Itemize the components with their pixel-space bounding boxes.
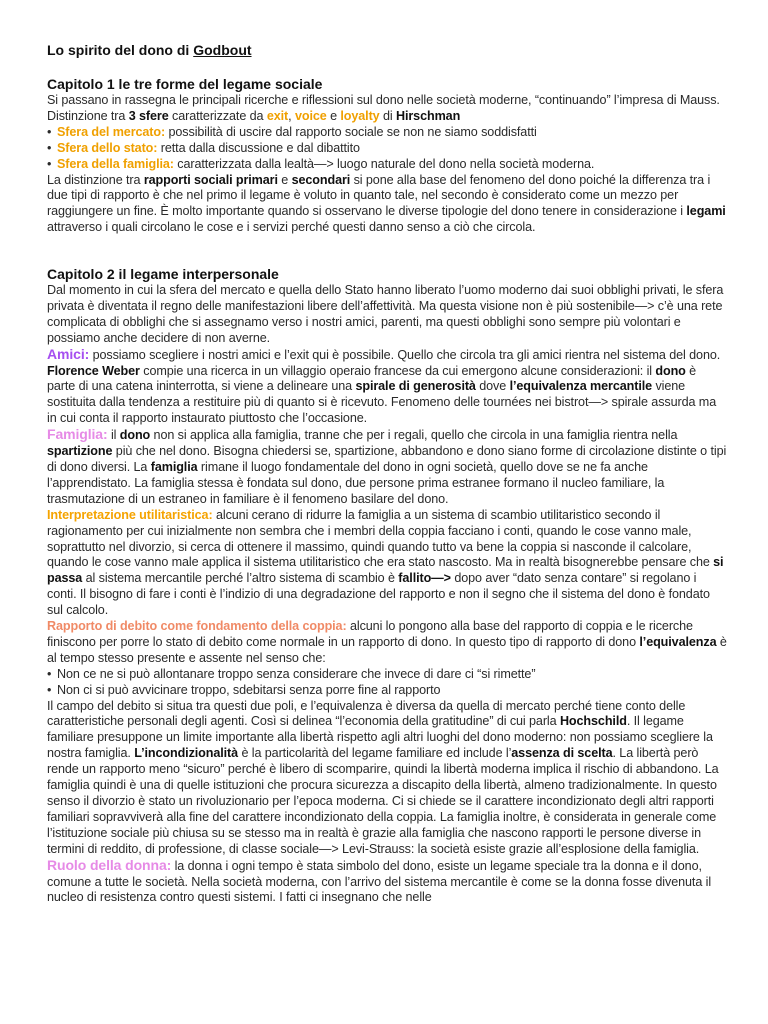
- amici-paragraph: Amici: possiamo scegliere i nostri amici e l’exit qui è possibile. Quello che circola tra gli amici rientra nel sistema del dono. Florence Weber compie una ricerca in un villaggio operaio francese da cui emergono alcune considerazioni: il dono è parte di una catena ininterrotta, si viene a delineare una spirale di generosità dove l’equivalenza mercantile viene sostituita dalla tendenza a restituire più di quanto si è ricevuto. Fenomeno delle tournées nei bistrot—> spirale assurda ma in cui conta il rapporto instaurato piuttosto che l’occasione.: [47, 345, 721, 426]
- list-item: • Sfera dello stato: retta dalla discussione e dal dibattito: [57, 141, 727, 157]
- chapter-1-heading: Capitolo 1 le tre forme del legame sociale: [47, 76, 323, 92]
- list-item: • Non ce ne si può allontanare troppo senza considerare che invece di dare ci “si rimette”: [57, 667, 727, 683]
- famiglia-paragraph: Famiglia: il dono non si applica alla famiglia, tranne che per i regali, quello che circola in una famiglia rientra nella spartizione più che nel dono. Bisogna chiedersi se, spartizione, abbandono e dono siano forme di circolazione distinte o tipi di dono diversi. La famiglia rimane il luogo fondamentale del dono in ogni società, quello dove se ne fa anche l’apprendistato. La famiglia stessa è fondata sul dono, due persone prima estranee formano il nucleo familiare, la trasmutazione di un estraneo in familiare è il fenomeno basilare del dono.: [47, 426, 727, 506]
- utilitaristica-paragraph: Interpretazione utilitaristica: alcuni cerano di ridurre la famiglia a un sistema di scambio utilitaristico secondo il ragionamento per cui inizialmente non sembra che i membri della coppia facciano i conti, quando le cose vanno male, soprattutto nel divorzio, si cerca di ottenere il massimo, quindi quando tutto va bene la coppia si nasconde il calcolare, quando le cose vanno male applica il sistema utilitaristico che era stato nascosto. Ma in realtà bisognerebbe pensare che si passa al sistema mercantile perché l’altro sistema di scambio è fallito—> dopo aver “dato senza contare” si regolano i conti. Il bisogno di fare i conti è l’indizio di una degradazione del rapporto e non il segno che il sistema del dono è fondato sul calcolo.: [47, 507, 724, 618]
- list-item: • Sfera della famiglia: caratterizzata dalla lealtà—> luogo naturale del dono nella società moderna.: [57, 157, 727, 173]
- chapter-2-body: [47, 283, 727, 906]
- chapter-1-intro: Si passano in rassegna le principali ricerche e riflessioni sul dono nelle società moderne, “continuando” l’impresa di Mauss. Distinzione tra 3 sfere caratterizzate da exit, voice e loyalty di Hirschman: [47, 93, 720, 123]
- chapter-1-body: [47, 93, 727, 236]
- list-item: • Non ci si può avvicinare troppo, sdebitarsi senza porre fine al rapporto: [57, 683, 727, 699]
- chapter-2-heading: Capitolo 2 il legame interpersonale: [47, 266, 279, 282]
- chapter-2-intro: Dal momento in cui la sfera del mercato e quella dello Stato hanno liberato l’uomo moderno dai suoi obblighi privati, le sfera privata è diventata il regno delle manifestazioni libere dell’affettività. Ma questa visione non è più sostenibile—> c’è una rete complicata di obblighi che si assegnamo verso i nostri amici, parenti, ma questi obblighi sono sempre più volontari e possiamo anche decidere di non averne.: [47, 283, 724, 345]
- chapter-1-paragraph-2: La distinzione tra rapporti sociali primari e secondari si pone alla base del fenomeno del dono poiché la differenza tra i due tipi di rapporto è che nel primo il legame è voluto in quanto tale, nel secondo è considerato come un mezzo per raggiungere un fine. È molto importante quando si osservano le diverse tipologie del dono tenere in considerazione i legami attraverso i quali circolano le cose e i servizi perché questi danno senso a ciò che circola.: [47, 172, 726, 235]
- sfere-list: [47, 125, 727, 173]
- donna-paragraph: Ruolo della donna: la donna i ogni tempo è stata simbolo del dono, esiste un legame speciale tra la donna e il dono, comune a tutte le società. Nella società moderna, con l’arrivo del sistema mercantile è come se la donna fosse divenuta il nucleo di resistenza contro questi sistemi. I fatti ci insegnano che nelle: [47, 856, 712, 905]
- list-item: • Sfera del mercato: possibilità di uscire dal rapporto sociale se non ne siamo soddisfatti: [57, 125, 727, 141]
- document-title: [47, 42, 252, 58]
- title-author: Godbout: [193, 42, 252, 58]
- title-text: Lo spirito del dono di: [47, 42, 194, 58]
- debito-paragraph: Rapporto di debito come fondamento della coppia: alcuni lo pongono alla base del rapporto di coppia e le ricerche finiscono per porre lo stato di debito come normale in un rapporto di dono. In questo tipo di rapporto di dono l’equivalenza è al tempo stesso presente e assente nel senso che:: [47, 619, 727, 665]
- campo-debito-paragraph: Il campo del debito si situa tra questi due poli, e l’equivalenza è diversa da quella di mercato perché tiene conto delle caratteristiche personali degli agenti. Così si delinea “l’economia della gratitudine” di cui parla Hochschild. Il legame familiare presuppone un limite importante alla libertà rispetto agli altri luoghi del dono moderno: non possiamo scegliere la nostra famiglia. L’incondizionalità è la particolarità del legame familiare ed include l’assenza di scelta. La libertà però rende un rapporto meno “sicuro” perché è libero di scomparire, quindi la libertà moderna implica il rischio di abbandono. La famiglia quindi è una di quelle istituzioni che procura sicurezza a discapito della libertà, almeno tradizionalmente. In questo senso il divorzio è stato un rivoluzionario per l’epoca moderna. Ci si chiede se il carattere incondizionato degli altri rapporti familiari sopravviverà alla fine del carattere incondizionato della coppia. La famiglia inoltre, è considerata in generale come l’istituzione sociale più chiusa su se stesso ma in realtà è grazie alla famiglia che nascono rapporti le persone diverse in termini di reddito, di professione, di classe sociale—> Levi-Strauss: la società esiste grazie all’esplosione della famiglia.: [47, 698, 719, 856]
- debito-list: [47, 667, 727, 699]
